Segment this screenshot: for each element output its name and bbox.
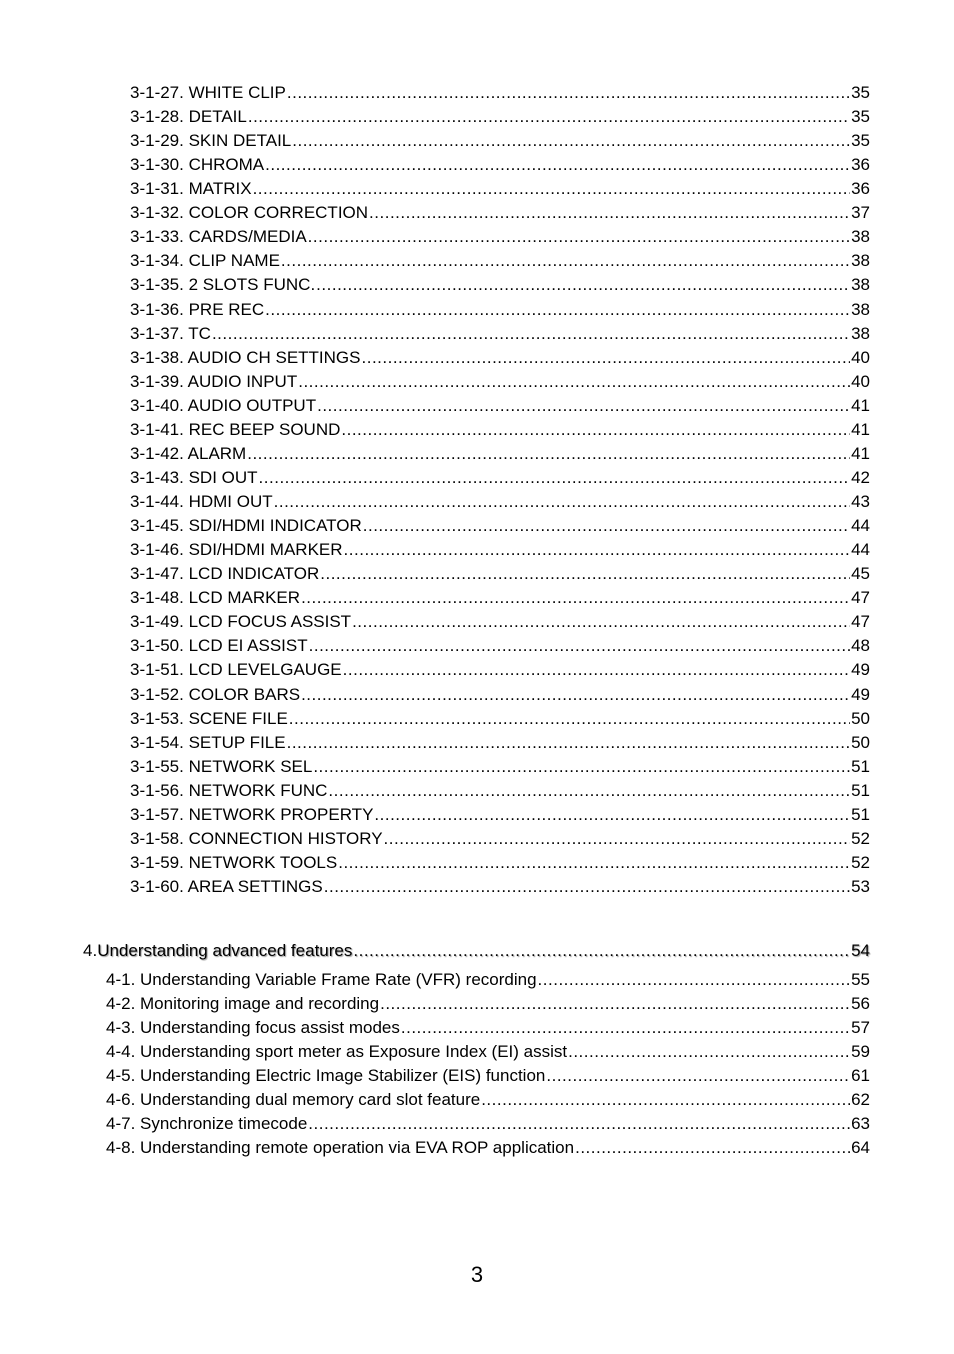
toc-entry-page: 44 (851, 516, 870, 536)
dot-leader (247, 444, 850, 464)
dot-leader (301, 588, 850, 608)
toc-entry-page: 36 (851, 179, 870, 199)
toc-entry-page: 49 (851, 684, 870, 704)
toc-entry-title: 3-1-44. HDMI OUT (130, 492, 273, 512)
toc-entry-title: 3-1-30. CHROMA (130, 155, 265, 175)
dot-leader (324, 877, 850, 897)
dot-leader (380, 994, 850, 1014)
dot-leader (289, 709, 850, 729)
toc-entry-title: 3-1-50. LCD EI ASSIST (130, 636, 308, 656)
toc-entry-title: 3-1-40. AUDIO OUTPUT (130, 395, 317, 415)
dot-leader (575, 1138, 850, 1158)
dot-leader (281, 251, 850, 271)
dot-leader (253, 179, 851, 199)
toc-entry[interactable] (130, 492, 870, 512)
toc-entry[interactable] (130, 877, 870, 897)
toc-entry-page: 38 (851, 299, 870, 319)
toc-entry-title: 3-1-42. ALARM (130, 443, 247, 463)
toc-entry-title: 3-1-48. LCD MARKER (130, 588, 301, 608)
dot-leader (212, 324, 850, 344)
toc-entry-page: 53 (851, 876, 870, 896)
toc-entry-page: 48 (851, 636, 870, 656)
dot-leader (481, 1090, 850, 1110)
toc-entry[interactable] (106, 994, 870, 1014)
dot-leader (546, 1066, 850, 1086)
toc-entry-page: 51 (851, 804, 870, 824)
toc-entry[interactable] (130, 348, 870, 368)
toc-entry-title: 3-1-56. NETWORK FUNC (130, 780, 328, 800)
dot-leader (308, 1114, 850, 1134)
toc-entry-title: 3-1-59. NETWORK TOOLS (130, 852, 338, 872)
dot-leader (320, 564, 850, 584)
toc-entry-title: 4-8. Understanding remote operation via EVA ROP application (106, 1138, 575, 1157)
toc-entry[interactable] (130, 636, 870, 656)
toc-entry-page: 63 (851, 1114, 870, 1133)
toc-entry-title: 3-1-57. NETWORK PROPERTY (130, 804, 374, 824)
toc-entry-title: 3-1-34. CLIP NAME (130, 251, 280, 271)
toc-entry[interactable] (130, 540, 870, 560)
dot-leader (287, 733, 850, 753)
toc-entry-page: 45 (851, 564, 870, 584)
dot-leader (274, 492, 850, 512)
toc-entry-page: 50 (851, 732, 870, 752)
toc-entry-title: 3-1-36. PRE REC (130, 299, 265, 319)
toc-entry-title: 3-1-43. SDI OUT (130, 467, 258, 487)
dot-leader (401, 1018, 850, 1038)
toc-entry[interactable] (130, 516, 870, 536)
toc-entry-title: 3-1-53. SCENE FILE (130, 708, 288, 728)
dot-leader (316, 275, 850, 295)
toc-entry-title: 3-1-39. AUDIO INPUT (130, 371, 298, 391)
dot-leader (568, 1042, 850, 1062)
dot-leader (363, 516, 850, 536)
toc-entry[interactable] (106, 1018, 870, 1038)
toc-entry-title: 3-1-35. 2 SLOTS FUNC. (130, 275, 316, 295)
toc-entry-page: 51 (851, 780, 870, 800)
toc-entry[interactable] (130, 420, 870, 440)
dot-leader (287, 83, 850, 103)
toc-entry[interactable] (130, 733, 870, 753)
dot-leader (362, 348, 851, 368)
toc-entry-page: 38 (851, 275, 870, 295)
toc-entry-title: 3-1-41. REC BEEP SOUND (130, 419, 341, 439)
toc-entry-title: 3-1-27. WHITE CLIP (130, 83, 286, 102)
dot-leader (538, 970, 851, 990)
toc-entry-page: 49 (851, 660, 870, 680)
toc-entry[interactable] (106, 970, 870, 990)
toc-entry-page: 56 (851, 994, 870, 1013)
toc-entry[interactable] (130, 155, 870, 175)
toc-entry-page: 52 (851, 852, 870, 872)
toc-entry[interactable] (106, 1042, 870, 1062)
toc-entry-page: 59 (851, 1042, 870, 1061)
toc-entry-page: 35 (851, 131, 870, 151)
toc-entry-title: 4-4. Understanding sport meter as Exposure Index (EI) assist (106, 1042, 568, 1061)
dot-leader (374, 805, 850, 825)
toc-entry-title: 4-3. Understanding focus assist modes (106, 1018, 400, 1037)
toc-entry-title: 3-1-55. NETWORK SEL (130, 756, 313, 776)
toc-entry[interactable] (130, 444, 870, 464)
toc-entry-title: 3-1-58. CONNECTION HISTORY (130, 828, 383, 848)
toc-entry-title: 3-1-32. COLOR CORRECTION (130, 203, 369, 223)
toc-entry[interactable] (130, 564, 870, 584)
toc-entry[interactable] (130, 588, 870, 608)
toc-entry[interactable] (106, 1090, 870, 1110)
toc-entry-page: 52 (851, 828, 870, 848)
toc-entry[interactable] (130, 660, 870, 680)
toc-entry[interactable] (130, 300, 870, 320)
toc-entry-title: 3-1-28. DETAIL (130, 107, 247, 127)
dot-leader (344, 540, 851, 560)
toc-entry[interactable] (130, 853, 870, 873)
dot-leader (341, 420, 850, 440)
toc-entry-page: 38 (851, 323, 870, 343)
toc-entry[interactable] (130, 685, 870, 705)
dot-leader (353, 941, 850, 961)
toc-entry-page: 42 (851, 467, 870, 487)
dot-leader (248, 107, 850, 127)
dot-leader (308, 227, 850, 247)
toc-entry-page: 36 (851, 155, 870, 175)
toc-entry-title: 3-1-37. TC (130, 323, 211, 343)
toc-entry[interactable] (106, 1138, 870, 1158)
dot-leader (292, 131, 850, 151)
toc-entry[interactable] (106, 1114, 870, 1134)
toc-entry-page: 35 (851, 83, 870, 102)
toc-entry-page: 37 (851, 203, 870, 223)
dot-leader (328, 781, 850, 801)
toc-entry[interactable] (130, 781, 870, 801)
dot-leader (343, 660, 850, 680)
toc-entry-page: 41 (851, 443, 870, 463)
toc-entry-page: 62 (851, 1090, 870, 1109)
toc-entry-title: 3-1-47. LCD INDICATOR (130, 564, 320, 584)
toc-entry[interactable] (130, 275, 870, 295)
toc-entry-page: 40 (851, 347, 870, 367)
toc-entry-page: 44 (851, 540, 870, 560)
dot-leader (301, 685, 850, 705)
toc-entry[interactable] (130, 372, 870, 392)
toc-entry-page: 41 (851, 395, 870, 415)
toc-entry[interactable] (106, 1066, 870, 1086)
toc-entry[interactable] (130, 709, 870, 729)
toc-entry-page: 38 (851, 251, 870, 271)
toc-entry-title: 4-1. Understanding Variable Frame Rate (VFR) recording (106, 970, 537, 989)
dot-leader (265, 300, 850, 320)
toc-entry-title: 4-2. Monitoring image and recording (106, 994, 380, 1013)
dot-leader (265, 155, 850, 175)
toc-entry[interactable] (130, 131, 870, 151)
toc-entry[interactable] (130, 203, 870, 223)
dot-leader (352, 612, 850, 632)
toc-entry[interactable] (130, 251, 870, 271)
toc-entry[interactable] (130, 612, 870, 632)
toc-entry-page: 47 (851, 588, 870, 608)
toc-entry[interactable] (130, 805, 870, 825)
toc-entry-page: 43 (851, 492, 870, 512)
toc-entry-title: 3-1-31. MATRIX (130, 179, 252, 199)
dot-leader (313, 757, 850, 777)
toc-entry-page: 57 (851, 1018, 870, 1037)
section-number: 4. (83, 941, 98, 960)
dot-leader (298, 372, 850, 392)
dot-leader (309, 636, 850, 656)
toc-entry-title: 3-1-33. CARDS/MEDIA (130, 227, 307, 247)
toc-entry-page: 55 (851, 970, 870, 989)
toc-entry-page: 35 (851, 107, 870, 127)
toc-entry[interactable] (130, 107, 870, 127)
toc-section-heading[interactable] (83, 941, 870, 961)
dot-leader (317, 396, 850, 416)
toc-entry-page: 50 (851, 708, 870, 728)
toc-entry-title: 3-1-54. SETUP FILE (130, 732, 286, 752)
toc-entry[interactable] (130, 179, 870, 199)
toc-entry-title: 4-6. Understanding dual memory card slot feature (106, 1090, 481, 1109)
toc-entry-title: 3-1-29. SKIN DETAIL (130, 131, 292, 151)
toc-entry-page: 40 (851, 371, 870, 391)
dot-leader (259, 468, 851, 488)
toc-entry-title: 3-1-51. LCD LEVELGAUGE (130, 660, 342, 680)
toc-entry-page: 41 (851, 419, 870, 439)
toc-entry-page: 54 (851, 941, 870, 960)
toc-entry[interactable] (130, 468, 870, 488)
toc-entry-title: 3-1-38. AUDIO CH SETTINGS (130, 347, 361, 367)
toc-entry-title: 3-1-60. AREA SETTINGS (130, 876, 323, 896)
toc-entry-title: 3-1-45. SDI/HDMI INDICATOR (130, 516, 362, 536)
dot-leader (384, 829, 851, 849)
toc-entry-page: 51 (851, 756, 870, 776)
toc-entry[interactable] (130, 396, 870, 416)
dot-leader (369, 203, 850, 223)
toc-entry[interactable] (130, 757, 870, 777)
toc-entry[interactable] (130, 829, 870, 849)
toc-entry-page: 38 (851, 227, 870, 247)
toc-entry-title: 3-1-49. LCD FOCUS ASSIST (130, 612, 352, 632)
toc-entry-page: 47 (851, 612, 870, 632)
toc-entry-page: 61 (851, 1066, 870, 1085)
toc-entry[interactable] (130, 83, 870, 103)
toc-entry[interactable] (130, 227, 870, 247)
toc-entry-title: 3-1-52. COLOR BARS (130, 684, 301, 704)
toc-entry-title: 4-5. Understanding Electric Image Stabilizer (EIS) function (106, 1066, 546, 1085)
toc-entry[interactable] (130, 324, 870, 344)
toc-entry-title: 3-1-46. SDI/HDMI MARKER (130, 540, 343, 560)
dot-leader (338, 853, 850, 873)
toc-entry-title: 4-7. Synchronize timecode (106, 1114, 308, 1133)
toc-entry-page: 64 (851, 1138, 870, 1157)
page-number: 3 (470, 1262, 484, 1287)
toc-entry-title: Understanding advanced features (97, 941, 353, 960)
